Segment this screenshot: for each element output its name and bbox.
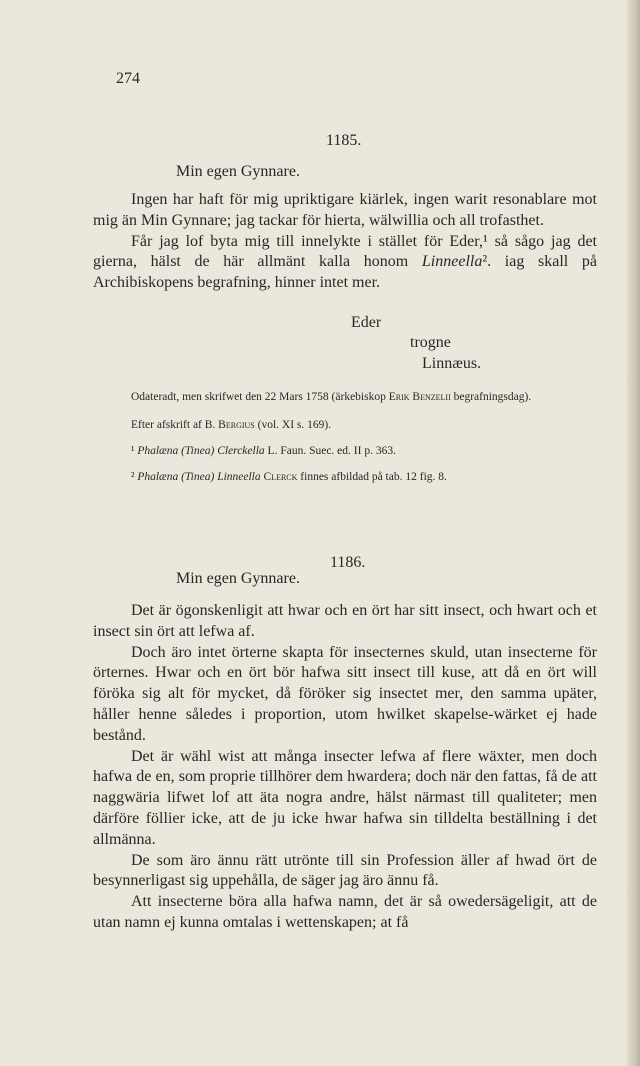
page-edge-shadow [626, 0, 640, 1066]
salutation: Min egen Gynnare. [176, 163, 300, 180]
letter-number: 1185. [326, 132, 362, 149]
footnote: ¹ Phalæna (Tinea) Clerckella L. Faun. Suec. ed. II p. 363. [131, 445, 396, 457]
salutation: Min egen Gynnare. [176, 570, 300, 587]
editorial-notes [93, 388, 597, 486]
letter-number: 1186. [330, 554, 366, 571]
dating-note: Odateradt, men skrifwet den 22 Mars 1758 (ärkebiskop Erik Benzelii begrafningsdag). [131, 391, 532, 403]
page-number: 274 [116, 70, 140, 87]
paragraph: De som äro ännu rätt utrönte till sin Profession äller af hwad ört de besynnerligast sig uppehålla, de säger jag äro ännu få. [93, 851, 597, 890]
paragraph: Att insecterne böra alla hafwa namn, det är så owedersägeligit, att de utan namn ej kunna omtalas i wettenskapen; at få [93, 893, 597, 931]
letter-body [93, 190, 597, 294]
closing-line: Eder [351, 314, 382, 331]
paragraph: Får jag lof byta mig till innelykte i stället för Eder,¹ så sågo jag det gierna, hälst de här allmänt kalla honom Linneella². iag skall på Archibiskopens begrafning, hinner intet mer. [93, 232, 597, 292]
footnote: ² Phalæna (Tinea) Linneella Clerck finnes afbildad på tab. 12 fig. 8. [131, 471, 447, 483]
letter-body [93, 601, 597, 934]
signature: Linnæus. [422, 355, 482, 372]
paragraph: Ingen har haft för mig upriktigare kiärlek, ingen warit resonablare mot mig än Min Gynnare; jag tackar för hierta, wälwillia och all trofasthet. [93, 191, 597, 229]
paragraph: Det är ögonskenligit att hwar och en ört har sitt insect, och hwart och et insect sin ört att lefwa af. [93, 602, 597, 640]
source-note: Efter afskrift af B. Bergius (vol. XI s. 169). [131, 419, 332, 431]
closing-line: trogne [410, 334, 451, 351]
paragraph: Det är wähl wist att många insecter lefwa af flere wäxter, men doch hafwa de en, som proprie tillhörer dem hwardera; doch när den fattas, få de att naggwäria lifwet lof att äta nogra andre, hälst närmast till qualiteter; men därföre föllier icke, att de ju icke hwar hafwa sin tilldelta beställning i det allmänna. [93, 747, 597, 848]
paragraph: Doch äro intet örterne skapta för insecternes skuld, utan insecterne för örternes. Hwar och en ört bör hafwa sitt insect till kuse, att då en ört will föröka sig alt för mycket, då föröker sig insectet mer, den samma upäter, håller henne således i proportion, utom hwilket skapelse-wärket ej hade bestånd. [93, 643, 597, 744]
